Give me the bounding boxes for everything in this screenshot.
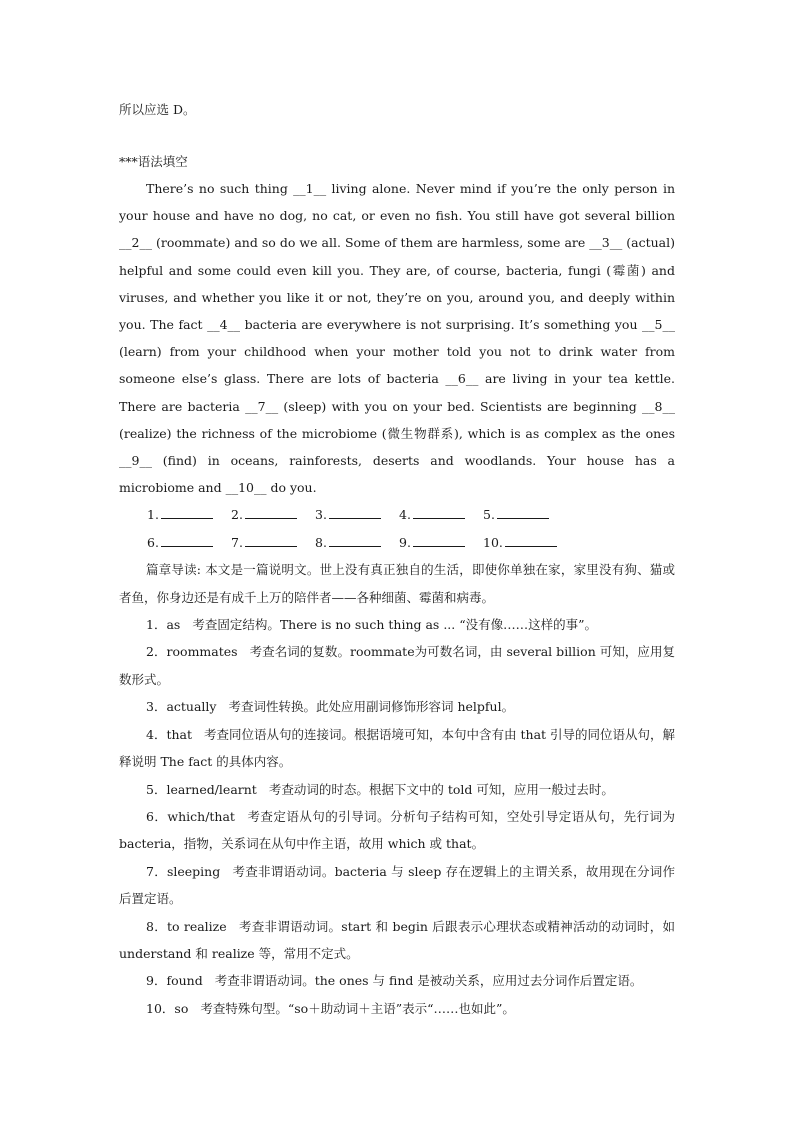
blank-item[interactable]: 3.	[315, 501, 399, 528]
answer-text: 考查特殊句型。“so＋助动词＋主语”表示“……也如此”。	[200, 1000, 515, 1016]
answer-key: 3．actually	[146, 699, 217, 715]
answer-explanation	[119, 913, 675, 968]
answer-key: 1．as	[146, 617, 181, 633]
answer-text: 考查名词的复数。roommate为可数名词，由 several billion 可知，应用复数形式。	[119, 644, 675, 687]
answer-key: 5．learned/learnt	[146, 781, 257, 797]
answer-text: 考查定语从句的引导词。分析句子结构可知，空处引导定语从句，先行词为 bacteria，指物，关系词在从句中作主语，故用 which 或 that。	[119, 808, 675, 852]
blank-line	[413, 507, 465, 519]
answer-key: 9．found	[146, 973, 203, 989]
blank-line	[329, 535, 381, 547]
answer-key: 4．that	[146, 726, 193, 742]
blank-item[interactable]: 8.	[315, 529, 399, 556]
blank-line	[245, 507, 297, 519]
blank-item[interactable]: 4.	[399, 501, 483, 528]
answer-explanation	[119, 995, 675, 1022]
blank-item[interactable]: 9.	[399, 529, 483, 556]
answer-text: 考查词性转换。此处应用副词修饰形容词 helpful。	[228, 699, 515, 715]
blank-line	[497, 507, 549, 519]
previous-answer-line: 所以应选 D。	[119, 102, 196, 117]
blank-line	[505, 535, 557, 547]
blank-line	[161, 535, 213, 547]
answer-explanation	[119, 611, 675, 638]
answer-key: 7．sleeping	[146, 863, 221, 879]
answer-explanation	[119, 693, 675, 720]
cloze-passage: There’s no such thing __1__ living alone. Never mind if you’re the only person in your house and have no dog, no cat, or even no fish. You still have got several billion __2__ (roommate) and so do we all. Some of them are harmless, some are __3__ (actual) helpful and some could even kill you. They are, of course, bacteria, fungi (霉菌) and viruses, and whether you like it or not, they’re on you, around you, and deeply within you. The fact __4__ bacteria are everywhere is not surprising. It’s something you __5__ (learn) from your childhood when your mother told you not to drink water from someone else’s glass. There are lots of bacteria __6__ are living in your tea kettle. There are bacteria __7__ (sleep) with you on your bed. Scientists are beginning __8__ (realize) the richness of the microbiome (微生物群系), which is as complex as the ones __9__ (find) in oceans, rainforests, deserts and woodlands. Your house has a microbiome and __10__ do you.	[119, 181, 675, 496]
answer-key: 8．to realize	[146, 918, 227, 934]
answer-text: 考查非谓语动词。bacteria 与 sleep 存在逻辑上的主谓关系，故用现在分词作后置定语。	[119, 863, 675, 907]
blank-item[interactable]: 7.	[231, 529, 315, 556]
blank-line	[245, 535, 297, 547]
blank-item[interactable]: 5.	[483, 501, 567, 528]
answer-key: 10．so	[146, 1000, 189, 1016]
section-title: ***语法填空	[119, 154, 188, 169]
answer-explanation	[119, 858, 675, 913]
answer-text: 考查同位语从句的连接词。根据语境可知，本句中含有由 that 引导的同位语从句，解释说明 The fact 的具体内容。	[119, 726, 676, 770]
answer-explanation	[119, 638, 675, 693]
answer-text: 考查非谓语动词。the ones 与 find 是被动关系，应用过去分词作后置定语。	[214, 973, 643, 989]
answer-explanation	[119, 803, 675, 858]
answer-explanation	[119, 967, 675, 994]
answer-text: 考查动词的时态。根据下文中的 told 可知，应用一般过去时。	[268, 781, 614, 797]
blank-item[interactable]: 10.	[483, 529, 567, 556]
answer-text: 考查固定结构。There is no such thing as ... “没有像……这样的事”。	[192, 617, 597, 633]
answer-explanation	[119, 776, 675, 803]
blank-item[interactable]: 6.	[147, 529, 231, 556]
answer-blanks-row-1	[119, 501, 675, 528]
blank-item[interactable]: 1.	[147, 501, 231, 528]
blank-line	[161, 507, 213, 519]
answer-text: 考查非谓语动词。start 和 begin 后跟表示心理状态或精神活动的动词时，如 understand 和 realize 等，常用不定式。	[119, 918, 676, 961]
blank-line	[329, 507, 381, 519]
answer-blanks-row-2	[119, 529, 675, 556]
blank-line	[413, 535, 465, 547]
document-page	[119, 96, 675, 1022]
answer-key: 2．roommates	[146, 644, 238, 660]
blank-item[interactable]: 2.	[231, 501, 315, 528]
answer-key: 6．which/that	[146, 808, 235, 824]
answer-explanation	[119, 721, 675, 776]
passage-guide: 篇章导读: 本文是一篇说明文。世上没有真正独自的生活，即使你单独在家，家里没有狗、猫或者鱼，你身边还是有成千上万的陪伴者——各种细菌、霉菌和病毒。	[119, 562, 675, 605]
